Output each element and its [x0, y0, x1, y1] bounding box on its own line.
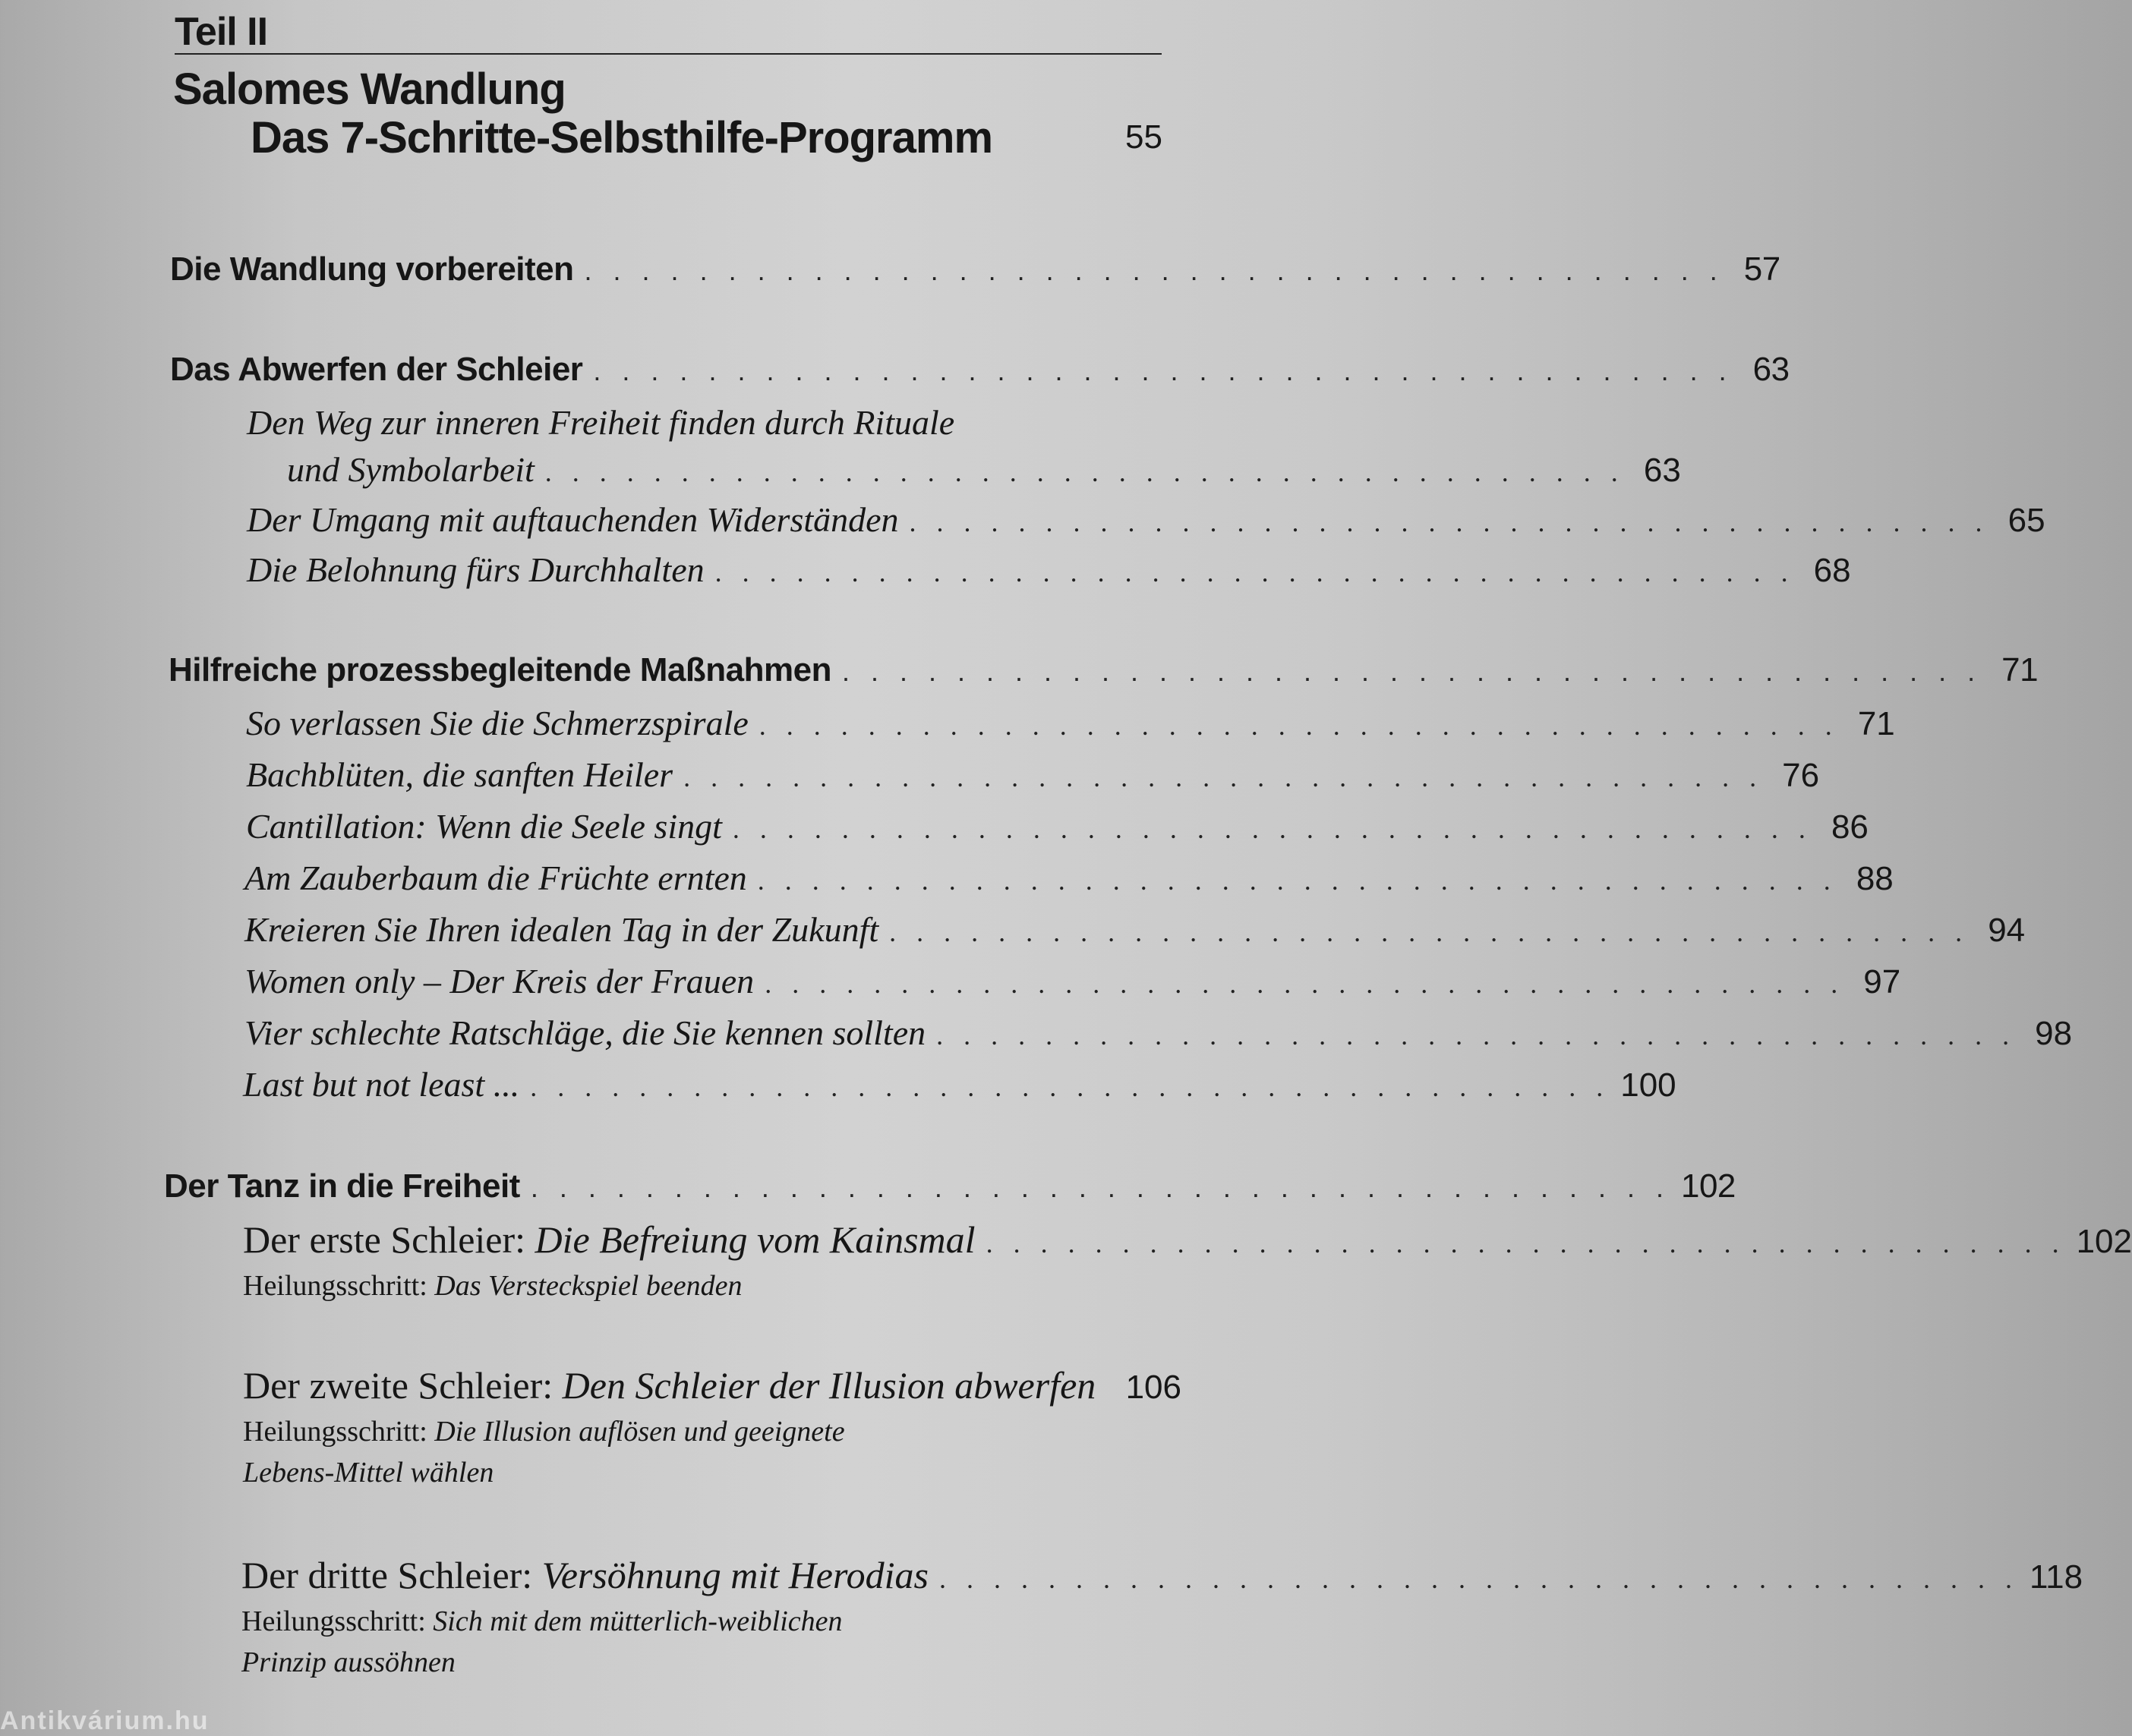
leader-dots: . . . . . . . . . . . . . . . . . . . . . . . . . . . . . . . . . . . . . . . .: [909, 507, 1989, 537]
entry-title: Vier schlechte Ratschläge, die Sie kennen sollten: [244, 1013, 926, 1052]
entry-title: Cantillation: Wenn die Seele singt: [246, 807, 722, 846]
healing-step-text: Die Illusion auflösen und geeignete: [434, 1416, 845, 1448]
toc-entry[interactable]: [287, 449, 1681, 490]
entry-page: 86: [1831, 808, 1869, 846]
leader-dots: . . . . . . . . . . . . . . . . . . . . . . . . . . . . . . . . . . . . . . . .: [936, 1020, 2017, 1051]
leader-dots: . . . . . . . . . . . . . . . . . . . . . . . . . . . . . . . . . . . . . . . .: [544, 457, 1625, 487]
entry-title: Last but not least ...: [243, 1065, 520, 1104]
healing-step-continuation: Lebens-Mittel wählen: [243, 1457, 494, 1489]
toc-entry[interactable]: [246, 755, 1820, 795]
veil-label: Der erste Schleier:: [243, 1218, 526, 1261]
toc-entry[interactable]: [247, 550, 1851, 590]
toc-veil-entry[interactable]: [243, 1218, 2132, 1262]
toc-section[interactable]: [164, 1167, 1736, 1205]
healing-step-label: Heilungsschritt:: [241, 1605, 426, 1637]
part-title: Salomes Wandlung: [173, 65, 566, 114]
veil-name: Den Schleier der Illusion abwerfen: [562, 1364, 1096, 1407]
section-title: Das Abwerfen der Schleier: [170, 351, 583, 388]
entry-title: Women only – Der Kreis der Frauen: [244, 962, 755, 1000]
leader-dots: . . . . . . . . . . . . . . . . . . . . . . . . . . . . . . . . . . . . . . . .: [938, 1564, 2019, 1594]
leader-dots: . . . . . . . . . . . . . . . . . . . . . . . . . . . . . . . . . . . . . . . .: [986, 1228, 2066, 1259]
veil-page: 106: [1125, 1369, 1181, 1406]
leader-dots: . . . . . . . . . . . . . . . . . . . . . . . . . . . . . . . . . . . . . . . .: [765, 969, 1845, 999]
veil-name: Versöhnung mit Herodias: [541, 1554, 929, 1596]
entry-page: 98: [2035, 1015, 2073, 1052]
toc-veil-entry[interactable]: [243, 1363, 1181, 1407]
toc-entry[interactable]: [243, 1064, 1676, 1104]
entry-page: 94: [1988, 912, 2026, 949]
entry-title: Am Zauberbaum die Früchte ernten: [244, 859, 747, 897]
watermark: Antikvárium.hu: [0, 1706, 210, 1735]
entry-title: Der Umgang mit auftauchenden Widerständen: [247, 500, 899, 539]
toc-entry[interactable]: [247, 499, 2045, 540]
leader-dots: . . . . . . . . . . . . . . . . . . . . . . . . . . . . . . . . . . . . . . . .: [732, 814, 1812, 844]
section-title: Die Wandlung vorbereiten: [170, 250, 574, 288]
entry-page: 71: [1857, 705, 1895, 742]
toc-section[interactable]: [170, 351, 1790, 389]
entry-title-line1[interactable]: Den Weg zur inneren Freiheit finden durch Rituale: [247, 403, 955, 442]
toc-section[interactable]: [169, 651, 2039, 689]
leader-dots: . . . . . . . . . . . . . . . . . . . . . . . . . . . . . . . . . . . . . . . .: [757, 865, 1837, 896]
entry-title: Kreieren Sie Ihren idealen Tag in der Zukunft: [244, 910, 879, 949]
healing-step: [241, 1605, 843, 1638]
entry-title: So verlassen Sie die Schmerzspirale: [246, 704, 749, 742]
leader-dots: . . . . . . . . . . . . . . . . . . . . . . . . . . . . . . . . . . . . . . . .: [683, 762, 1764, 792]
toc-section[interactable]: [170, 250, 1780, 288]
veil-name: Die Befreiung vom Kainsmal: [535, 1218, 976, 1261]
entry-page: 76: [1782, 757, 1820, 794]
healing-step: [243, 1269, 742, 1303]
veil-title: [243, 1218, 976, 1262]
healing-step-label: Heilungsschritt:: [243, 1416, 427, 1448]
leader-dots: . . . . . . . . . . . . . . . . . . . . . . . . . . . . . . . . . . . . . . . .: [530, 1172, 1670, 1203]
section-page: 102: [1680, 1167, 1736, 1205]
toc-entry[interactable]: [244, 909, 2026, 950]
part-page-number: 55: [1125, 118, 1162, 156]
part-header: [175, 11, 1162, 55]
veil-title: [243, 1363, 1096, 1407]
healing-step-text: Das Versteckspiel beenden: [434, 1270, 743, 1302]
toc-entry[interactable]: [244, 858, 1894, 898]
healing-step-label: Heilungsschritt:: [243, 1270, 427, 1302]
part-label: Teil II: [175, 10, 268, 54]
toc-veil-entry[interactable]: [241, 1553, 2083, 1597]
entry-title-line2: und Symbolarbeit: [287, 450, 535, 489]
veil-label: Der zweite Schleier:: [243, 1364, 554, 1407]
leader-dots: . . . . . . . . . . . . . . . . . . . . . . . . . . . . . . . . . . . . . . . .: [758, 710, 1839, 741]
veil-page: 102: [2076, 1223, 2132, 1260]
veil-title: [241, 1553, 929, 1597]
entry-title: Bachblüten, die sanften Heiler: [246, 755, 673, 794]
toc-entry[interactable]: [246, 806, 1869, 846]
section-title: Der Tanz in die Freiheit: [164, 1167, 520, 1205]
section-title: Hilfreiche prozessbegleitende Maßnahmen: [169, 651, 831, 688]
toc-entry[interactable]: [244, 1013, 2073, 1053]
leader-dots: . . . . . . . . . . . . . . . . . . . . . . . . . . . . . . . . . . . . . . . .: [593, 355, 1733, 386]
section-page: 57: [1743, 250, 1780, 288]
entry-page: 63: [1643, 452, 1681, 489]
healing-step-text: Sich mit dem mütterlich-weiblichen: [433, 1605, 843, 1637]
healing-step: [243, 1415, 845, 1448]
entry-title: Die Belohnung fürs Durchhalten: [247, 550, 705, 589]
toc-entry[interactable]: [246, 703, 1895, 743]
leader-dots: . . . . . . . . . . . . . . . . . . . . . . . . . . . . . . . . . . . . . . . .: [714, 557, 1795, 588]
leader-dots: . . . . . . . . . . . . . . . . . . . . . . . . . . . . . . . . . . . . . . . .: [584, 255, 1724, 286]
entry-page: 65: [2007, 502, 2045, 539]
toc-entry[interactable]: [244, 961, 1901, 1001]
leader-dots: . . . . . . . . . . . . . . . . . . . . . . . . . . . . . . . . . . . . . . . .: [530, 1072, 1610, 1102]
entry-page: 88: [1856, 860, 1894, 897]
leader-dots: . . . . . . . . . . . . . . . . . . . . . . . . . . . . . . . . . . . . . . . .: [841, 656, 1982, 687]
entry-page: 100: [1620, 1066, 1676, 1104]
section-page: 71: [2001, 651, 2039, 688]
veil-label: Der dritte Schleier:: [241, 1554, 533, 1596]
part-subtitle: Das 7-Schritte-Selbsthilfe-Programm: [251, 113, 993, 162]
veil-page: 118: [2029, 1558, 2083, 1596]
healing-step-continuation: Prinzip aussöhnen: [241, 1646, 456, 1678]
leader-dots: . . . . . . . . . . . . . . . . . . . . . . . . . . . . . . . . . . . . . . . .: [889, 917, 1970, 947]
entry-page: 68: [1813, 552, 1851, 589]
entry-page: 97: [1863, 963, 1901, 1000]
section-page: 63: [1752, 351, 1790, 388]
